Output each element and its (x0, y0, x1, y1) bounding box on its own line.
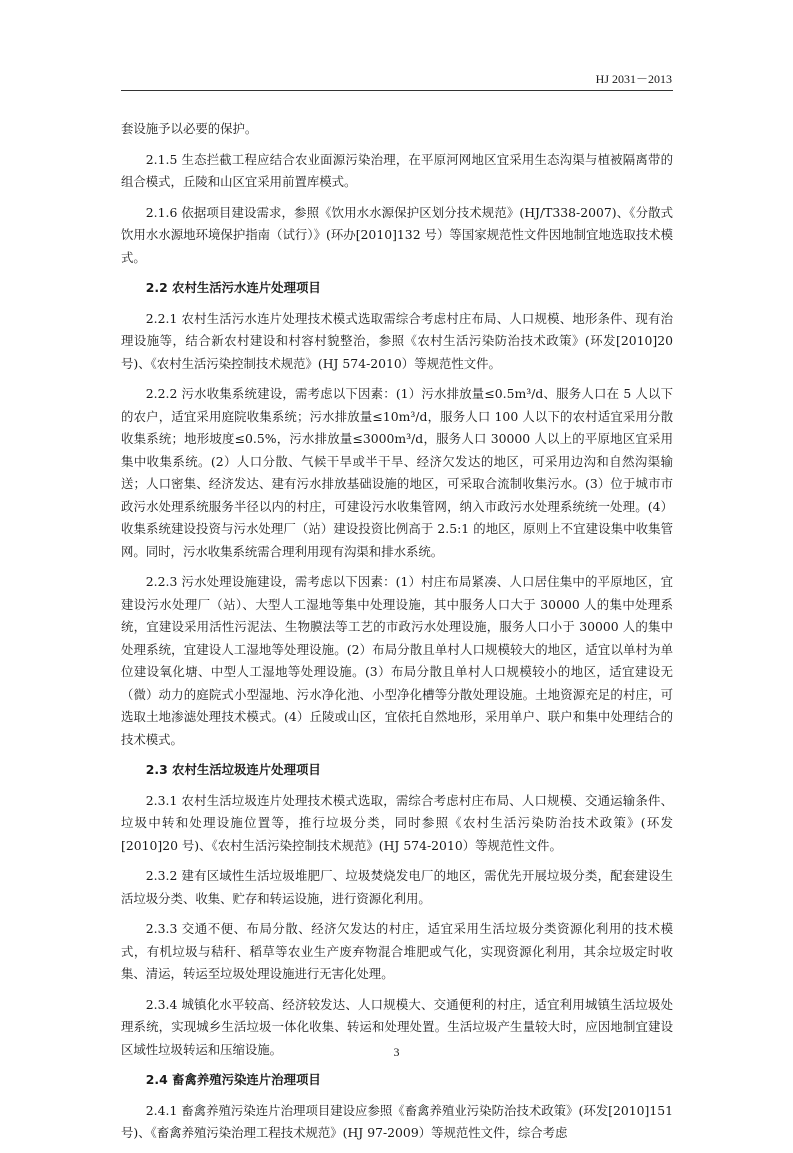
document-body (121, 118, 673, 1153)
section-heading: 2.4 畜禽养殖污染连片治理项目 (145, 1072, 321, 1087)
document-code-header: HJ 2031－2013 (595, 72, 672, 86)
paragraph: 2.3.2 建有区域性生活垃圾堆肥厂、垃圾焚烧发电厂的地区，需优先开展垃圾分类，配套建设生活垃圾分类、收集、贮存和转运设施，进行资源化利用。 (121, 868, 673, 906)
section-heading: 2.2 农村生活污水连片处理项目 (145, 280, 321, 295)
paragraph: 套设施予以必要的保护。 (121, 121, 258, 136)
paragraph: 2.3.4 城镇化水平较高、经济较发达、人口规模大、交通便利的村庄，适宜利用城镇生活垃圾处理系统，实现城乡生活垃圾一体化收集、转运和处理处置。生活垃圾产生量较大时，应因地制宜建设区域性垃圾转运和压缩设施。 (121, 996, 673, 1057)
section-heading: 2.3 农村生活垃圾连片处理项目 (145, 762, 321, 777)
paragraph: 2.1.6 依据项目建设需求，参照《饮用水水源保护区划分技术规范》(HJ/T338-2007)、《分散式饮用水水源地环境保护指南（试行）》(环办[2010]132 号）等国家规范性文件因地制宜地选取技术模式。 (121, 204, 673, 265)
paragraph: 2.2.2 污水收集系统建设，需考虑以下因素：(1）污水排放量≤0.5m³/d、服务人口在 5 人以下的农户，适宜采用庭院收集系统；污水排放量≤10m³/d，服务人口 100 人以下的农村适宜采用分散收集系统；地形坡度≤0.5%，污水排放量≤3000m³/d，服务人口 30000 人以上的平原地区宜采用集中收集系统。(2）人口分散、气候干旱或半干旱、经济欠发达的地区，可采用边沟和自然沟渠输送；人口密集、经济发达、建有污水排放基础设施的地区，可采取合流制收集污水。(3）位于城市市政污水处理系统服务半径以内的村庄，可建设污水收集管网，纳入市政污水处理系统统一处理。(4）收集系统建设投资与污水处理厂（站）建设投资比例高于 2.5:1 的地区，原则上不宜建设集中收集管网。同时，污水收集系统需合理利用现有沟渠和排水系统。 (121, 386, 673, 559)
paragraph: 2.4.1 畜禽养殖污染连片治理项目建设应参照《畜禽养殖业污染防治技术政策》(环发[2010]151 号)、《畜禽养殖污染治理工程技术规范》(HJ 97-2009）等规范性文件，综合考虑 (121, 1102, 673, 1140)
paragraph: 2.2.3 污水处理设施建设，需考虑以下因素：(1）村庄布局紧凑、人口居住集中的平原地区，宜建设污水处理厂（站）、大型人工湿地等集中处理设施，其中服务人口大于 30000 人的集中处理系统，宜建设采用活性污泥法、生物膜法等工艺的市政污水处理设施，服务人口小于 30000 人的集中处理系统，宜建设人工湿地等处理设施。(2）布局分散且单村人口规模较大的地区，适宜以单村为单位建设氧化塘、中型人工湿地等处理设施。(3）布局分散且单村人口规模较小的地区，适宜建设无（微）动力的庭院式小型湿地、污水净化池、小型净化槽等分散处理设施。土地资源充足的村庄，可选取土地渗滤处理技术模式。(4）丘陵或山区，宜依托自然地形，采用单户、联户和集中处理结合的技术模式。 (121, 574, 673, 747)
page-number: 3 (393, 1045, 400, 1059)
paragraph: 2.3.1 农村生活垃圾连片处理技术模式选取，需综合考虑村庄布局、人口规模、交通运输条件、垃圾中转和处理设施位置等，推行垃圾分类，同时参照《农村生活污染防治技术政策》(环发[2010]20 号)、《农村生活污染控制技术规范》(HJ 574-2010）等规范性文件。 (121, 792, 673, 853)
header-rule (121, 90, 673, 91)
paragraph: 2.1.5 生态拦截工程应结合农业面源污染治理，在平原河网地区宜采用生态沟渠与植被隔离带的组合模式，丘陵和山区宜采用前置库模式。 (121, 151, 673, 189)
paragraph: 2.3.3 交通不便、布局分散、经济欠发达的村庄，适宜采用生活垃圾分类资源化利用的技术模式，有机垃圾与秸秆、稻草等农业生产废弃物混合堆肥或气化，实现资源化利用，其余垃圾定时收集、清运，转运至垃圾处理设施进行无害化处理。 (121, 921, 673, 981)
paragraph: 2.2.1 农村生活污水连片处理技术模式选取需综合考虑村庄布局、人口规模、地形条件、现有治理设施等，结合新农村建设和村容村貌整治，参照《农村生活污染防治技术政策》(环发[2010]20 号)、《农村生活污染控制技术规范》(HJ 574-2010）等规范性文件。 (121, 310, 673, 371)
